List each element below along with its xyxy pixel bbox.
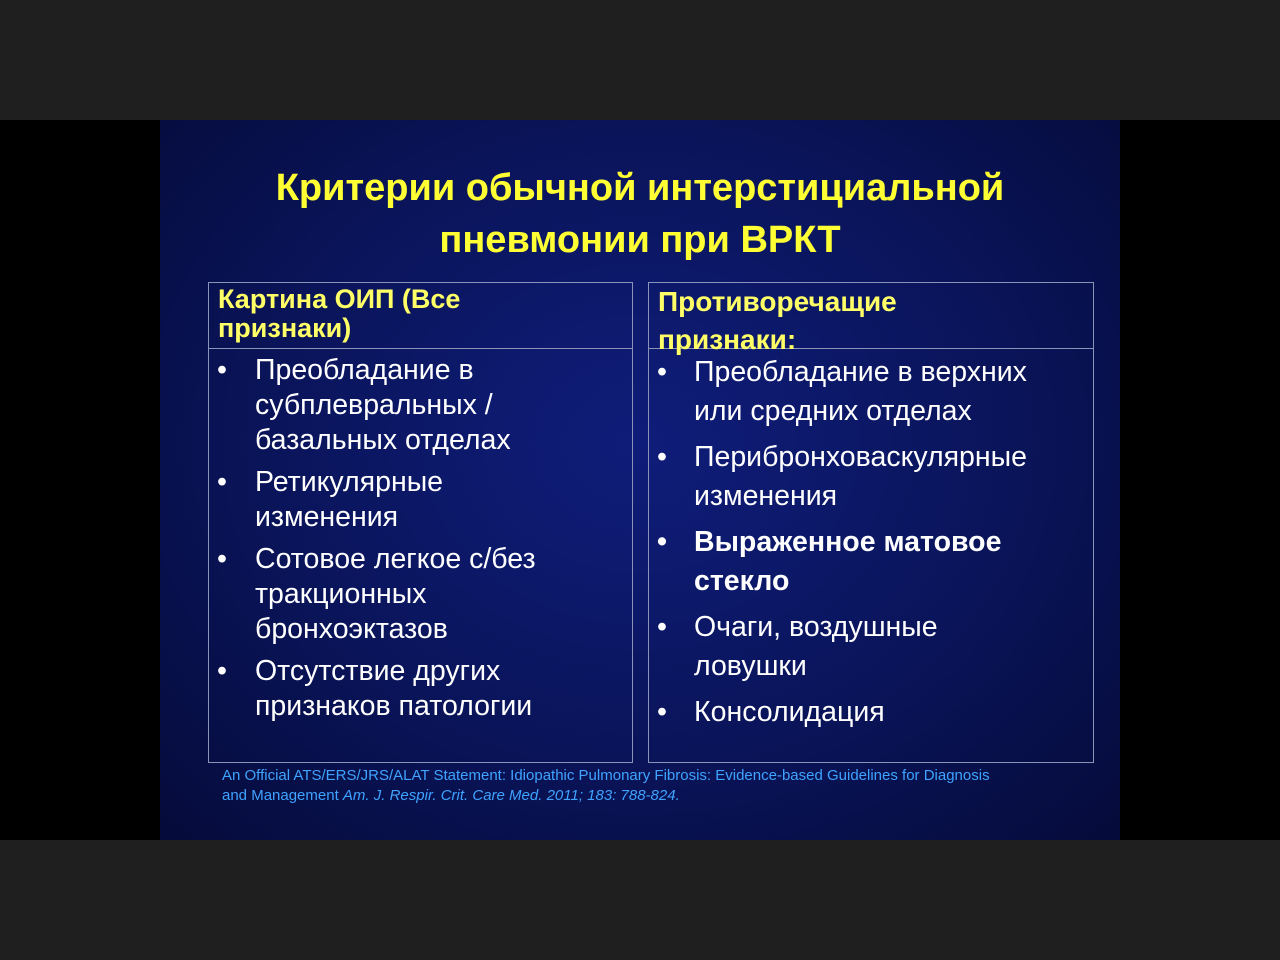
reference-citation — [222, 766, 1072, 806]
bullet-icon: • — [217, 354, 227, 386]
list-item-line: бронхоэктазов — [255, 613, 448, 645]
column-header-line: признаки) — [218, 313, 352, 343]
slide-title — [160, 162, 1120, 266]
list-item-line: изменения — [694, 479, 838, 512]
slide-title-line: Критерии обычной интерстициальной — [275, 167, 1005, 209]
list-item-line: Ретикулярные — [255, 466, 444, 498]
list-item-line: стекло — [694, 564, 790, 597]
bullet-icon: • — [657, 696, 667, 728]
inconsistent-features-column — [648, 282, 1094, 763]
list-item-line: Консолидация — [694, 696, 885, 728]
column-header-line: признаки: — [658, 324, 797, 355]
list-item-line: Отсутствие других — [255, 655, 501, 687]
top-letterbox-band — [0, 0, 1280, 120]
reference-plain-text: and Management — [222, 787, 343, 804]
list-item-line: Выраженное матовое — [694, 526, 1002, 558]
bullet-icon: • — [657, 356, 667, 388]
list-item-line: признаков патологии — [255, 690, 533, 722]
bullet-icon: • — [657, 611, 667, 643]
uip-pattern-header — [209, 283, 632, 349]
list-item-line: базальных отделах — [255, 424, 511, 456]
list-item — [209, 353, 632, 458]
list-item — [209, 542, 632, 647]
reference-journal-text: Am. J. Respir. Crit. Care Med. 2011; 183: 788-824. — [342, 787, 680, 804]
list-item — [209, 465, 632, 535]
list-item-line: Сотовое легкое с/без — [255, 543, 536, 575]
bullet-icon: • — [217, 543, 227, 575]
list-item-line: Очаги, воздушные — [694, 611, 938, 643]
bullet-icon: • — [657, 441, 667, 473]
list-item — [649, 353, 1093, 430]
list-item-line: субплевральных / — [255, 389, 493, 421]
bottom-letterbox-band — [0, 840, 1280, 960]
inconsistent-features-list — [649, 353, 1093, 740]
list-item-line: Перибронховаскулярные — [694, 441, 1027, 473]
list-item — [649, 693, 1093, 732]
list-item — [649, 608, 1093, 685]
list-item-line: тракционных — [255, 578, 427, 610]
list-item-line: Преобладание в — [255, 354, 474, 386]
inconsistent-features-header — [649, 283, 1093, 355]
list-item-line: изменения — [255, 501, 399, 533]
reference-line: An Official ATS/ERS/JRS/ALAT Statement: Idiopathic Pulmonary Fibrosis: Evidence-based Guidelines for Diagnosis — [222, 767, 990, 784]
bullet-icon: • — [217, 466, 227, 498]
slide-title-line: пневмонии при ВРКТ — [439, 219, 841, 261]
list-item-line: или средних отделах — [694, 394, 972, 427]
list-item — [649, 523, 1093, 600]
presentation-slide — [160, 120, 1120, 840]
list-item-line: ловушки — [694, 649, 807, 682]
reference-line — [222, 786, 1072, 806]
column-header-line: Противоречащие — [658, 286, 897, 317]
list-item-line: Преобладание в верхних — [694, 356, 1027, 388]
list-item — [649, 438, 1093, 515]
bullet-icon: • — [217, 655, 227, 687]
uip-pattern-column — [208, 282, 633, 763]
bullet-icon: • — [657, 526, 667, 558]
uip-criteria-list — [209, 353, 632, 731]
column-header-line: Картина ОИП (Все — [218, 284, 461, 314]
list-item — [209, 654, 632, 724]
